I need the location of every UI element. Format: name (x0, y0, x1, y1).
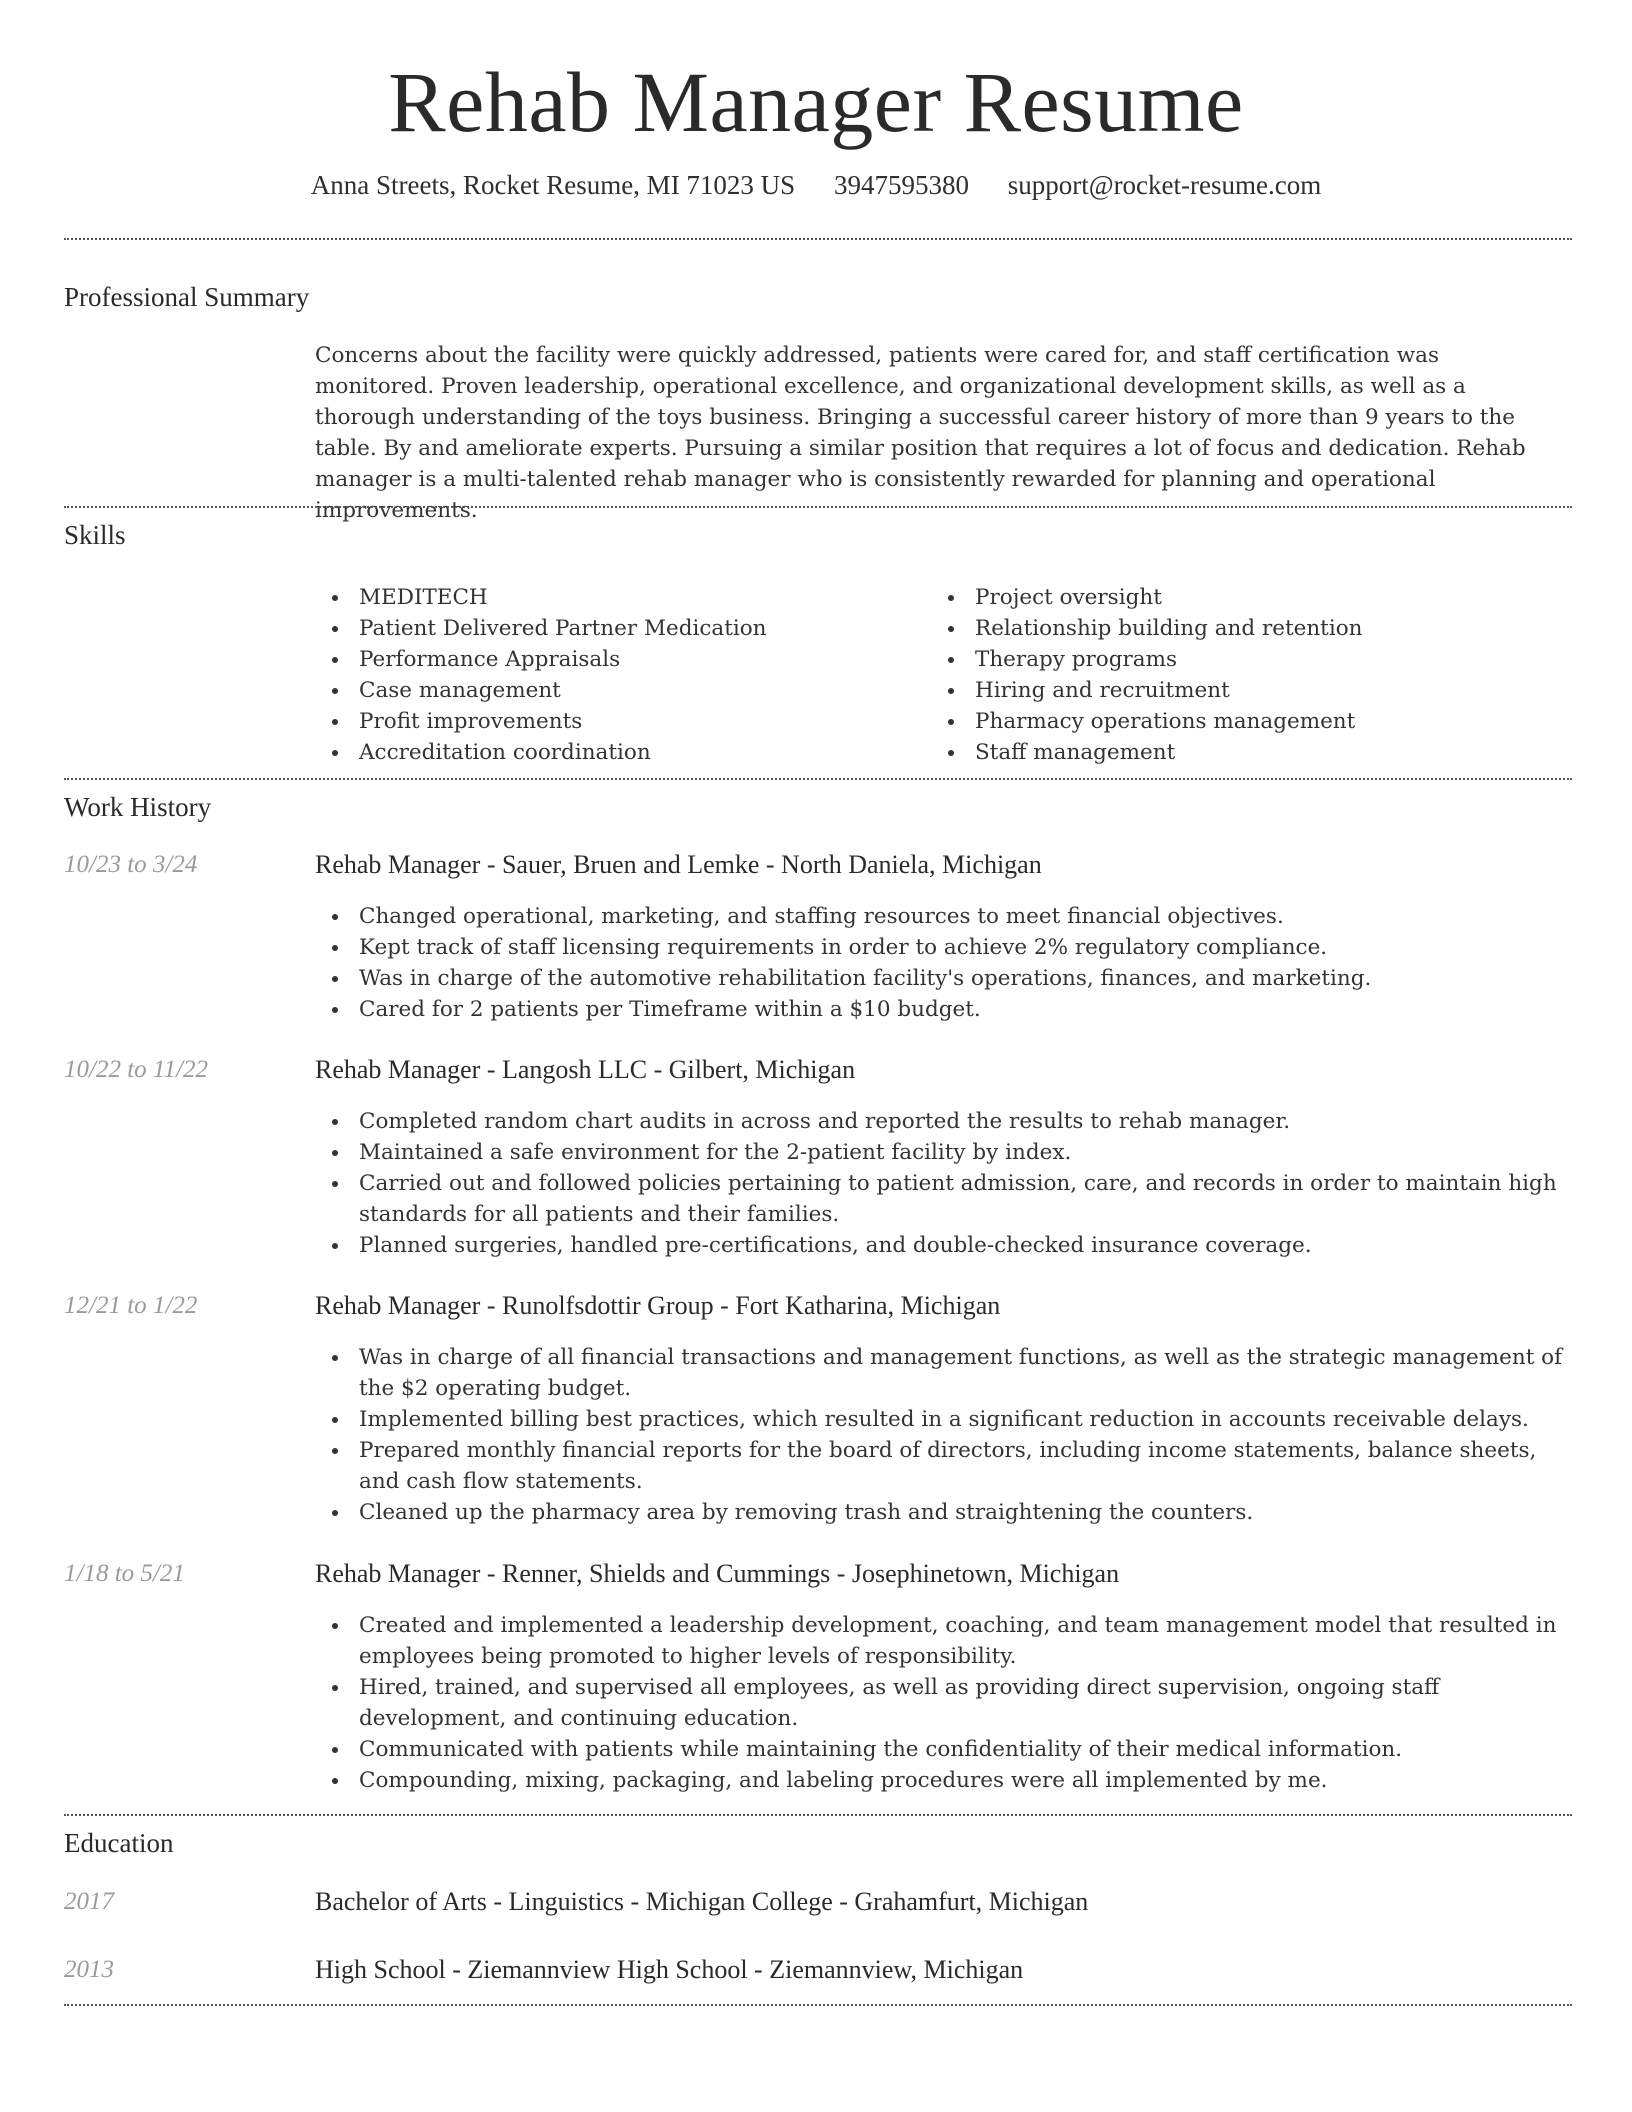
section-title-education: Education (64, 1828, 174, 1858)
skill-item: Pharmacy operations management (931, 706, 1551, 737)
summary-text: Concerns about the facility were quickly addressed, patients were cared for, and staff certification was monitored. Proven leadership, operational excellence, and organizational development skills, as well as a thorough understanding of the toys business. Bringing a successful career history of more than 9 years to the table. By and ameliorate experts. Pursuing a similar position that requires a lot of focus and dedication. Rehab manager is a multi-talented rehab manager who is consistently rewarded for planning and operational improvements. (315, 343, 1526, 523)
job-title: Rehab Manager - Sauer, Bruen and Lemke - North Daniela, Michigan (315, 850, 1042, 879)
job-bullet: Carried out and followed policies pertaining to patient admission, care, and records in order to maintain high standards for all patients and their families. (315, 1168, 1565, 1230)
job-bullet: Prepared monthly financial reports for the board of directors, including income statements, balance sheets, and cash flow statements. (315, 1435, 1565, 1497)
skill-item: Profit improvements (315, 706, 915, 737)
education-degree: Bachelor of Arts - Linguistics - Michigan College - Grahamfurt, Michigan (315, 1887, 1089, 1916)
education-year: 2013 (64, 1956, 114, 1983)
contact-email: support@rocket-resume.com (1007, 170, 1322, 200)
section-title-skills: Skills (64, 520, 126, 550)
job-bullet: Implemented billing best practices, which resulted in a significant reduction in accounts receivable delays. (315, 1404, 1565, 1435)
skill-item: Performance Appraisals (315, 644, 915, 675)
job-bullet: Cleaned up the pharmacy area by removing trash and straightening the counters. (315, 1497, 1565, 1528)
contact-line (0, 170, 1632, 201)
job-title: Rehab Manager - Langosh LLC - Gilbert, Michigan (315, 1055, 856, 1084)
job-dates: 10/22 to 11/22 (64, 1056, 208, 1083)
job-bullet: Kept track of staff licensing requirements in order to achieve 2% regulatory compliance. (315, 932, 1565, 963)
job-bullet: Was in charge of the automotive rehabilitation facility's operations, finances, and marketing. (315, 963, 1565, 994)
job-bullets (315, 901, 1565, 1025)
job-bullet: Maintained a safe environment for the 2-patient facility by index. (315, 1137, 1565, 1168)
job-bullets (315, 1106, 1565, 1261)
job-bullet: Compounding, mixing, packaging, and labeling procedures were all implemented by me. (315, 1765, 1565, 1796)
education-degree: High School - Ziemannview High School - Ziemannview, Michigan (315, 1955, 1024, 1984)
section-title-work-history: Work History (64, 792, 212, 822)
skill-item: Patient Delivered Partner Medication (315, 613, 915, 644)
job-bullet: Created and implemented a leadership development, coaching, and team management model that resulted in employees being promoted to higher levels of responsibility. (315, 1610, 1565, 1672)
job-bullet: Communicated with patients while maintaining the confidentiality of their medical information. (315, 1734, 1565, 1765)
section-title-summary: Professional Summary (64, 282, 310, 312)
skill-item: MEDITECH (315, 582, 915, 613)
job-bullet: Planned surgeries, handled pre-certifications, and double-checked insurance coverage. (315, 1230, 1565, 1261)
job-title: Rehab Manager - Renner, Shields and Cummings - Josephinetown, Michigan (315, 1559, 1120, 1588)
skill-item: Project oversight (931, 582, 1551, 613)
skill-item: Case management (315, 675, 915, 706)
skill-item: Hiring and recruitment (931, 675, 1551, 706)
divider (64, 2004, 1572, 2006)
divider (64, 1814, 1572, 1816)
skill-item: Therapy programs (931, 644, 1551, 675)
job-bullet: Hired, trained, and supervised all employees, as well as providing direct supervision, ongoing staff development, and continuing education. (315, 1672, 1565, 1734)
job-bullets (315, 1610, 1565, 1796)
job-dates: 10/23 to 3/24 (64, 851, 198, 878)
job-bullet: Cared for 2 patients per Timeframe within a $10 budget. (315, 994, 1565, 1025)
skill-item: Relationship building and retention (931, 613, 1551, 644)
contact-phone: 3947595380 (833, 170, 969, 200)
divider (64, 506, 1572, 508)
education-year: 2017 (64, 1888, 114, 1915)
skill-item: Accreditation coordination (315, 737, 915, 768)
job-bullets (315, 1342, 1565, 1528)
skills-column-left (315, 582, 915, 768)
job-title: Rehab Manager - Runolfsdottir Group - Fort Katharina, Michigan (315, 1291, 1001, 1320)
skill-item: Staff management (931, 737, 1551, 768)
job-bullet: Completed random chart audits in across and reported the results to rehab manager. (315, 1106, 1565, 1137)
job-dates: 1/18 to 5/21 (64, 1560, 185, 1587)
skills-column-right (931, 582, 1551, 768)
job-dates: 12/21 to 1/22 (64, 1292, 198, 1319)
job-bullet: Changed operational, marketing, and staffing resources to meet financial objectives. (315, 901, 1565, 932)
job-bullet: Was in charge of all financial transactions and management functions, as well as the strategic management of the $2 operating budget. (315, 1342, 1565, 1404)
divider (64, 238, 1572, 240)
contact-address: Anna Streets, Rocket Resume, MI 71023 US (310, 170, 796, 200)
resume-title: Rehab Manager Resume (388, 54, 1244, 150)
divider (64, 778, 1572, 780)
